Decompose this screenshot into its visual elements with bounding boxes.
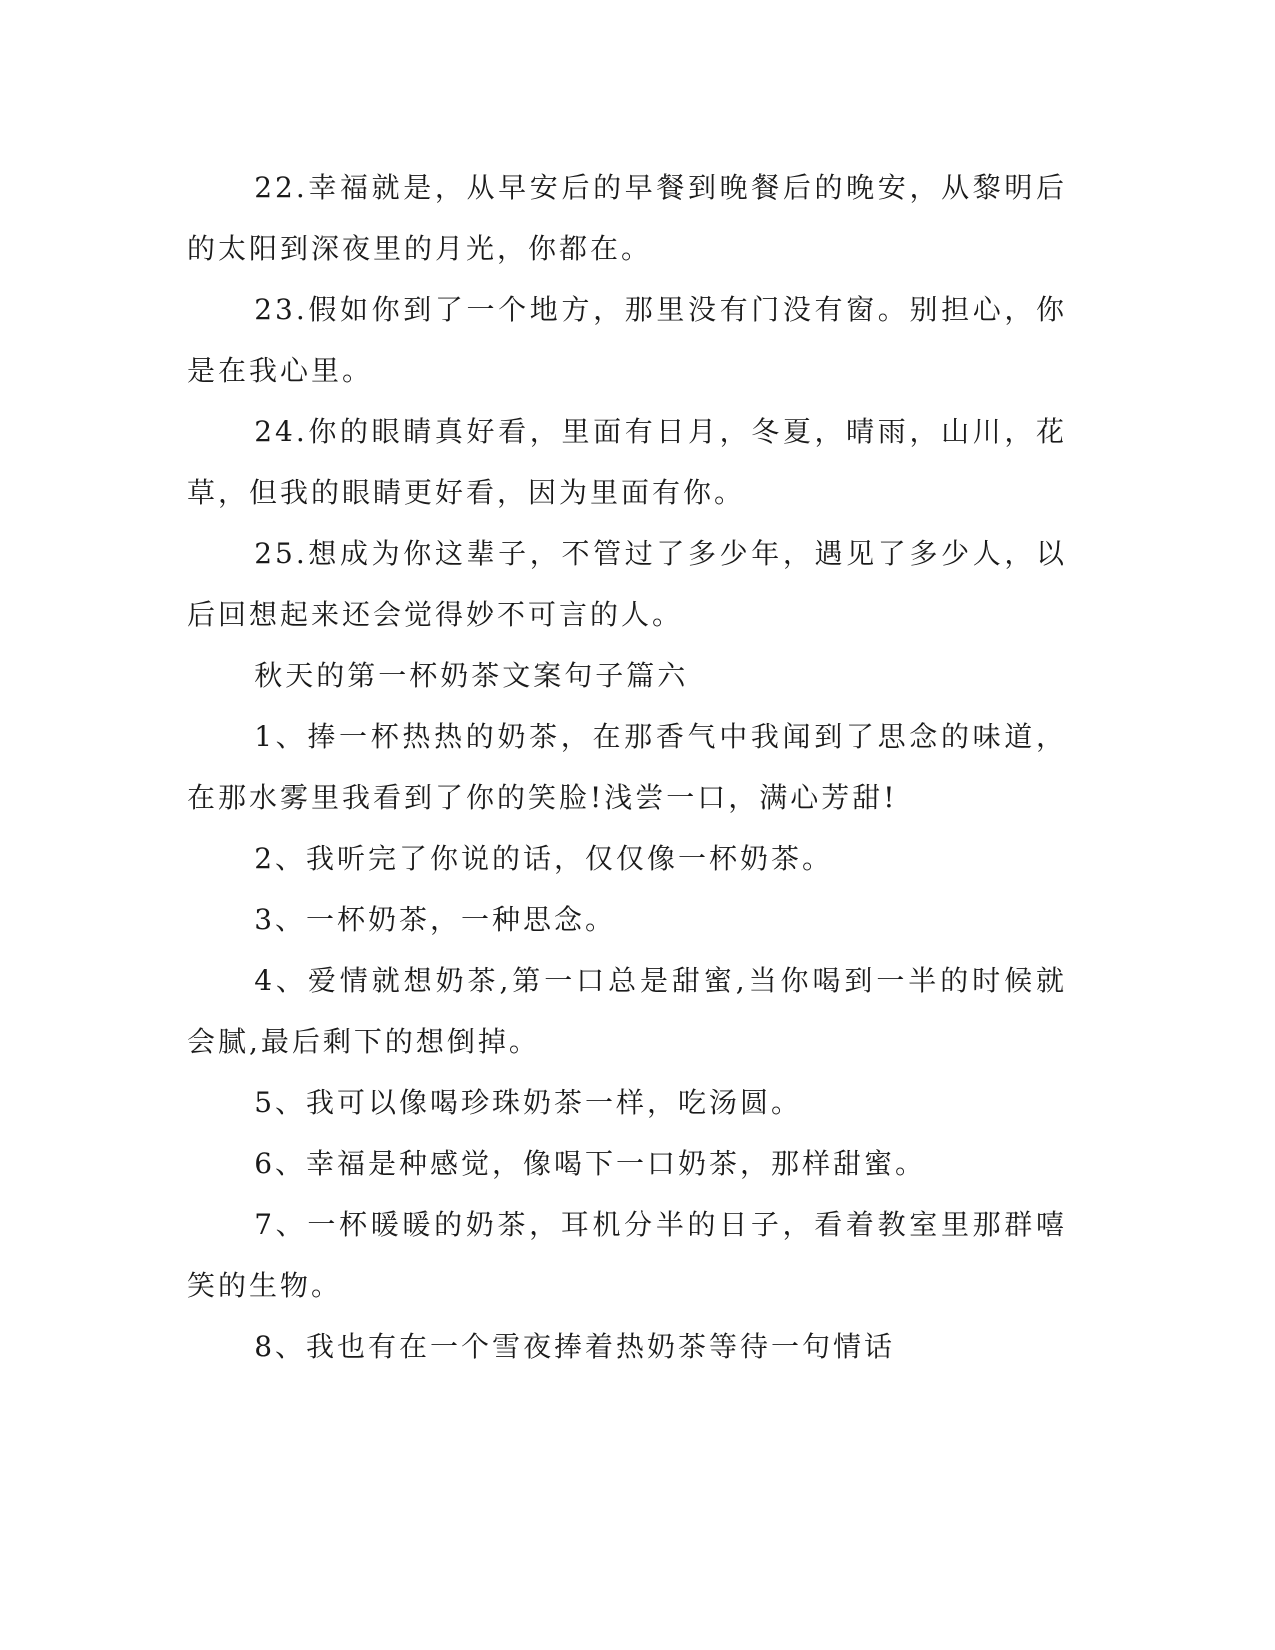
- paragraph-7: 7、一杯暖暖的奶茶，耳机分半的日子，看着教室里那群嘻笑的生物。: [187, 1208, 1067, 1302]
- paragraph-22: 22.幸福就是，从早安后的早餐到晚餐后的晚安，从黎明后的太阳到深夜里的月光，你都在。: [187, 171, 1067, 265]
- paragraph-3: 3、一杯奶茶，一种思念。: [254, 903, 617, 936]
- paragraph-2: 2、我听完了你说的话，仅仅像一杯奶茶。: [254, 842, 834, 875]
- paragraph-1: 1、捧一杯热热的奶茶，在那香气中我闻到了思念的味道，在那水雾里我看到了你的笑脸!浅尝一口，满心芳甜!: [187, 720, 1067, 814]
- section-heading: 秋天的第一杯奶茶文案句子篇六: [254, 659, 689, 692]
- paragraph-4: 4、爱情就想奶茶,第一口总是甜蜜,当你喝到一半的时候就会腻,最后剩下的想倒掉。: [187, 964, 1067, 1058]
- paragraph-24: 24.你的眼睛真好看，里面有日月，冬夏，晴雨，山川，花草，但我的眼睛更好看，因为里面有你。: [187, 415, 1067, 509]
- paragraph-25: 25.想成为你这辈子，不管过了多少年，遇见了多少人，以后回想起来还会觉得妙不可言的人。: [187, 537, 1067, 631]
- paragraph-23: 23.假如你到了一个地方，那里没有门没有窗。别担心，你是在我心里。: [187, 293, 1067, 387]
- document-body: [187, 157, 1067, 1377]
- paragraph-5: 5、我可以像喝珍珠奶茶一样，吃汤圆。: [254, 1086, 803, 1119]
- paragraph-6: 6、幸福是种感觉，像喝下一口奶茶，那样甜蜜。: [254, 1147, 927, 1180]
- paragraph-8: 8、我也有在一个雪夜捧着热奶茶等待一句情话: [254, 1330, 896, 1363]
